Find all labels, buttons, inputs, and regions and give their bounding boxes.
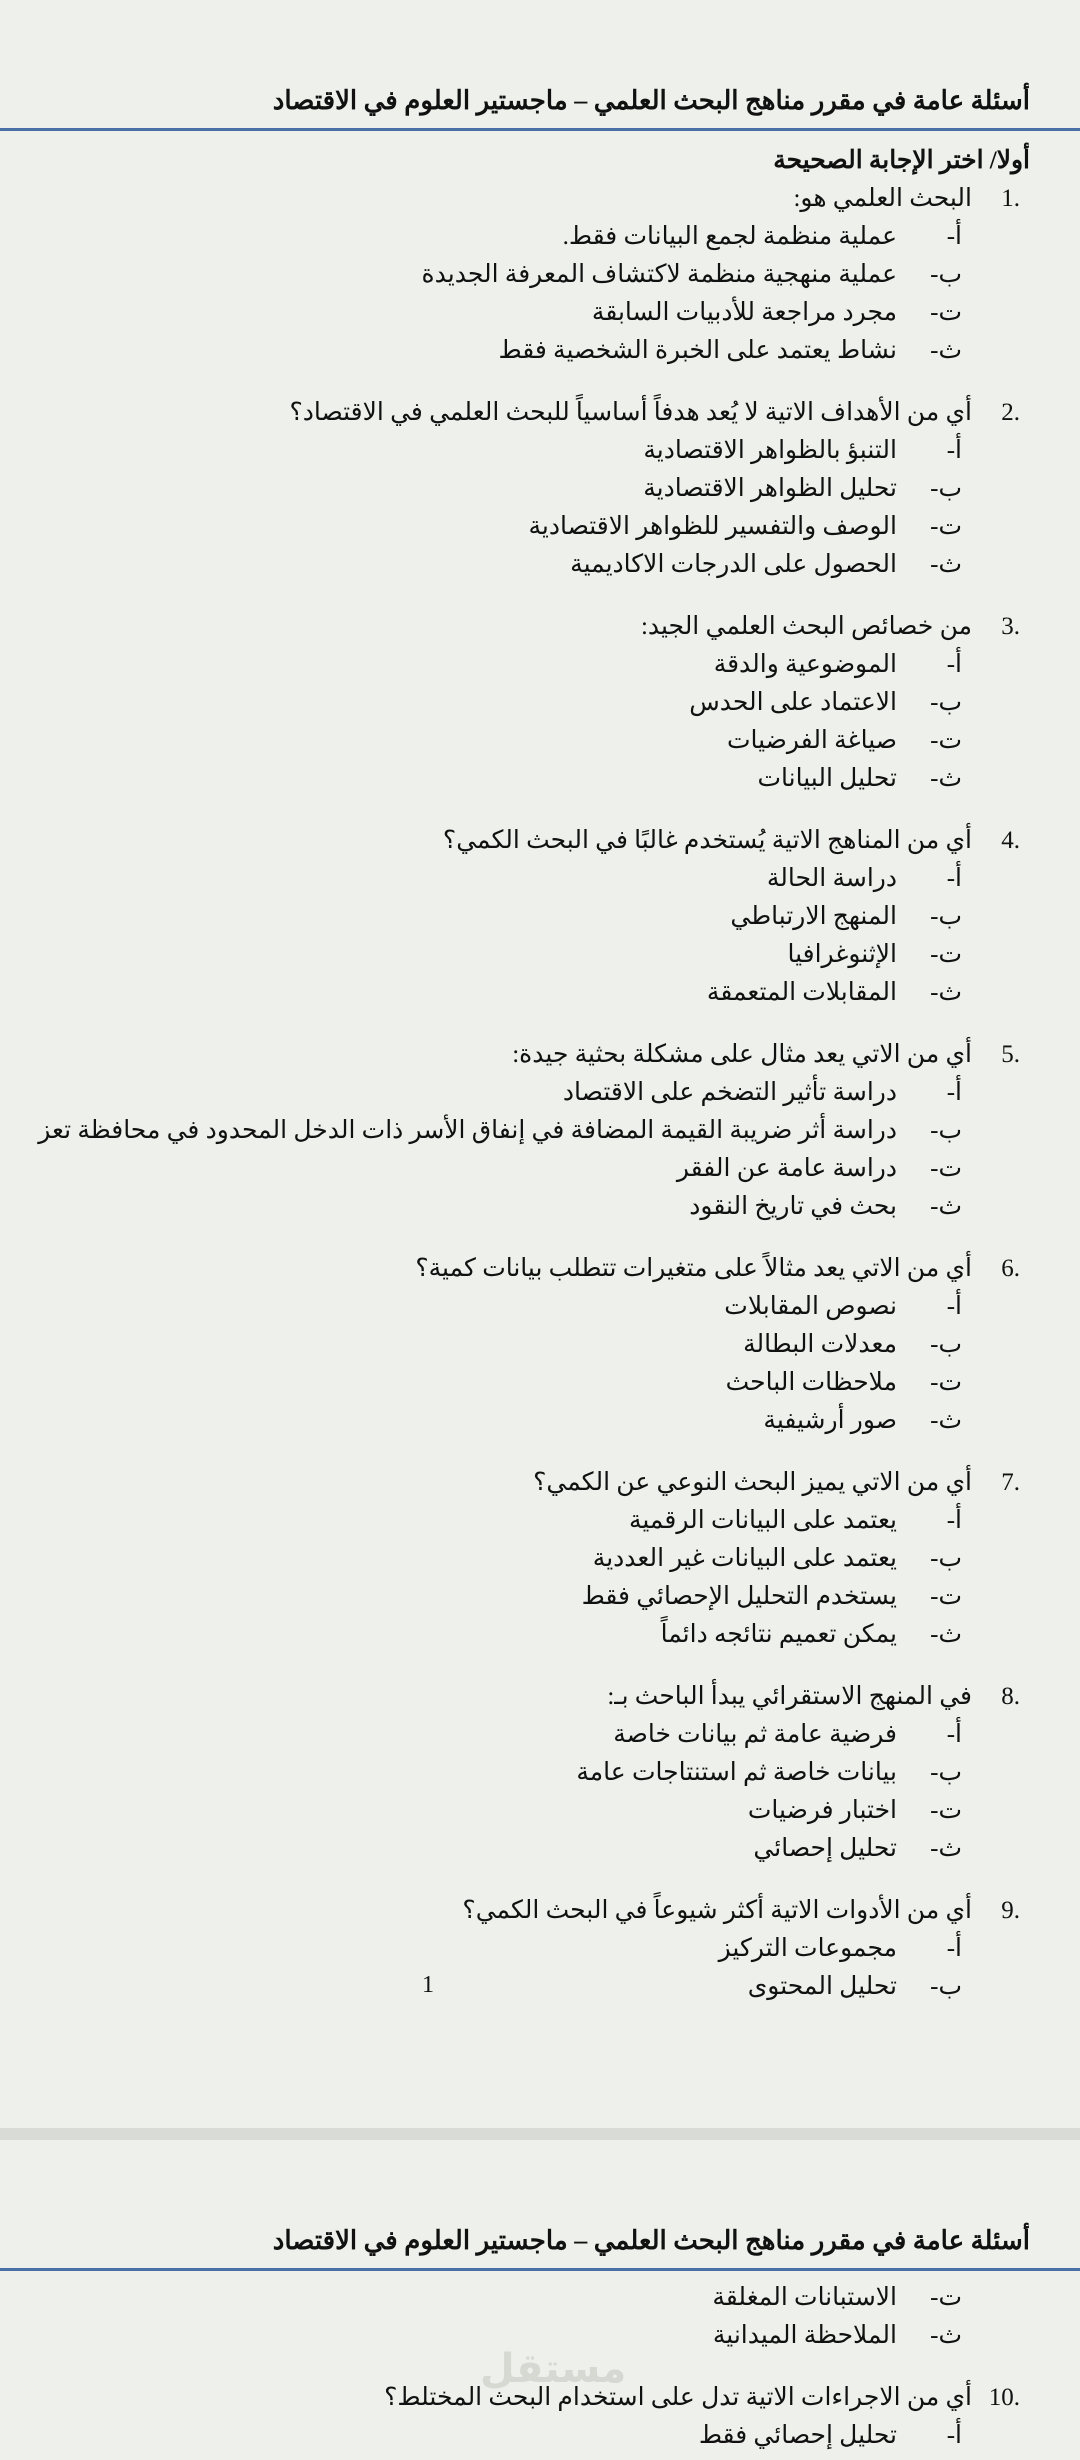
option-letter: أ- [946, 1935, 962, 1962]
answer-option [0, 473, 1020, 511]
option-letter: ث- [930, 1621, 962, 1648]
question-stem [0, 1039, 1020, 1077]
option-text: عملية منظمة لجمع البيانات فقط. [562, 223, 897, 250]
option-letter: ت- [930, 1583, 962, 1610]
question [0, 825, 1020, 1015]
question-number: .10 [988, 2384, 1020, 2411]
question [0, 1895, 1020, 2009]
answer-option [0, 1191, 1020, 1229]
option-text: صياغة الفرضيات [726, 727, 897, 754]
answer-option [0, 901, 1020, 939]
answer-option [0, 1405, 1020, 1443]
question-number: .1 [1001, 185, 1020, 212]
option-text: بحث في تاريخ النقود [689, 1193, 897, 1220]
answer-option [0, 687, 1020, 725]
question-list [0, 183, 1020, 2033]
answer-option [0, 1933, 1020, 1971]
option-letter: ب- [930, 1331, 962, 1358]
answer-option [0, 1505, 1020, 1543]
answer-option [0, 1329, 1020, 1367]
option-letter: ث- [930, 337, 962, 364]
answer-option [0, 1077, 1020, 1115]
answer-option [0, 1115, 1020, 1153]
option-text: الوصف والتفسير للظواهر الاقتصادية [528, 513, 897, 540]
option-letter: ت- [930, 1797, 962, 1824]
question [0, 1467, 1020, 1657]
question [0, 2382, 1020, 2458]
option-text: الحصول على الدرجات الاكاديمية [570, 551, 897, 578]
answer-option [0, 863, 1020, 901]
answer-option [0, 297, 1020, 335]
option-letter: ب- [930, 1545, 962, 1572]
option-text: فرضية عامة ثم بيانات خاصة [613, 1721, 897, 1748]
option-text: يستخدم التحليل الإحصائي فقط [581, 1583, 897, 1610]
question-stem [0, 1253, 1020, 1291]
option-letter: ب- [930, 261, 962, 288]
option-text: نصوص المقابلات [724, 1293, 897, 1320]
answer-option [0, 1291, 1020, 1329]
option-text: تحليل المحتوى [747, 1973, 897, 2000]
option-text: دراسة تأثير التضخم على الاقتصاد [562, 1079, 897, 1106]
option-letter: ث- [930, 1835, 962, 1862]
option-letter: ت- [930, 1155, 962, 1182]
option-letter: ب- [930, 1759, 962, 1786]
option-text: معدلات البطالة [743, 1331, 897, 1358]
question [0, 397, 1020, 587]
option-text: تحليل إحصائي فقط [698, 2422, 897, 2449]
option-text: صور أرشيفية [763, 1407, 897, 1434]
option-letter: ت- [930, 941, 962, 968]
question-text: من خصائص البحث العلمي الجيد: [640, 613, 972, 640]
option-letter: ب- [930, 1117, 962, 1144]
option-text: الإثنوغرافيا [787, 941, 897, 968]
question-text: أي من الاتي يعد مثال على مشكلة بحثية جيدة: [512, 1041, 972, 1068]
question [0, 611, 1020, 801]
answer-option [0, 435, 1020, 473]
option-text: الملاحظة الميدانية [712, 2322, 897, 2349]
answer-option [0, 549, 1020, 587]
answer-option [0, 1795, 1020, 1833]
option-letter: ت- [930, 727, 962, 754]
question-number: .7 [1001, 1469, 1020, 1496]
question-stem [0, 825, 1020, 863]
option-letter: ث- [930, 1407, 962, 1434]
option-letter: أ- [946, 865, 962, 892]
page-header: أسئلة عامة في مقرر مناهج البحث العلمي – ماجستير العلوم في الاقتصاد [272, 86, 1030, 115]
answer-option [0, 763, 1020, 801]
option-text: الاستبانات المغلقة [712, 2284, 897, 2311]
answer-option [0, 977, 1020, 1015]
question-stem [0, 1681, 1020, 1719]
question-stem [0, 1467, 1020, 1505]
watermark-logo: مستقل [480, 2346, 627, 2392]
answer-option [0, 1757, 1020, 1795]
question-stem [0, 397, 1020, 435]
option-letter: ب- [930, 903, 962, 930]
option-text: تحليل البيانات [757, 765, 897, 792]
option-text: اختبار فرضيات [747, 1797, 897, 1824]
question-number: .8 [1001, 1683, 1020, 1710]
option-letter: ب- [930, 475, 962, 502]
answer-option [0, 335, 1020, 373]
option-letter: أ- [946, 1507, 962, 1534]
question-number: .3 [1001, 613, 1020, 640]
answer-option [0, 649, 1020, 687]
question-number: .9 [1001, 1897, 1020, 1924]
answer-option [0, 2420, 1020, 2458]
header-rule [0, 2268, 1080, 2271]
option-text: تحليل إحصائي [753, 1835, 897, 1862]
option-letter: ث- [930, 979, 962, 1006]
answer-option [0, 1581, 1020, 1619]
answer-option [0, 1153, 1020, 1191]
option-text: المنهج الارتباطي [730, 903, 897, 930]
answer-option [0, 221, 1020, 259]
option-letter: أ- [946, 437, 962, 464]
option-letter: ث- [930, 1193, 962, 1220]
option-text: يعتمد على البيانات غير العددية [592, 1545, 897, 1572]
option-text: مجموعات التركيز [718, 1935, 897, 1962]
answer-option [0, 511, 1020, 549]
option-text: الاعتماد على الحدس [689, 689, 897, 716]
option-text: دراسة عامة عن الفقر [676, 1155, 897, 1182]
option-letter: أ- [946, 2422, 962, 2449]
option-letter: أ- [946, 651, 962, 678]
option-letter: ث- [930, 2322, 962, 2349]
section-title: أولا/ اختر الإجابة الصحيحة [773, 147, 1030, 174]
question-text: أي من الأهداف الاتية لا يُعد هدفاً أساسياً للبحث العلمي في الاقتصاد؟ [289, 399, 972, 426]
option-letter: أ- [946, 1079, 962, 1106]
option-letter: ث- [930, 551, 962, 578]
question-number: .2 [1001, 399, 1020, 426]
question-stem [0, 1895, 1020, 1933]
question-stem [0, 183, 1020, 221]
page-header: أسئلة عامة في مقرر مناهج البحث العلمي – ماجستير العلوم في الاقتصاد [272, 2226, 1030, 2255]
option-text: الموضوعية والدقة [713, 651, 897, 678]
question [0, 183, 1020, 373]
option-letter: ب- [930, 689, 962, 716]
answer-option [0, 1719, 1020, 1757]
header-rule [0, 128, 1080, 131]
option-text: يمكن تعميم نتائجه دائماً [660, 1621, 897, 1648]
page-separator [0, 2128, 1080, 2140]
option-text: نشاط يعتمد على الخبرة الشخصية فقط [498, 337, 897, 364]
option-text: المقابلات المتعمقة [706, 979, 897, 1006]
question [0, 1039, 1020, 1229]
option-letter: أ- [946, 223, 962, 250]
option-text: ملاحظات الباحث [725, 1369, 897, 1396]
question-text: أي من الاتي يميز البحث النوعي عن الكمي؟ [533, 1469, 972, 1496]
question-text: في المنهج الاستقرائي يبدأ الباحث بـ: [607, 1683, 972, 1710]
page-number: 1 [422, 1972, 434, 1998]
option-text: يعتمد على البيانات الرقمية [628, 1507, 897, 1534]
answer-option [0, 1543, 1020, 1581]
question-number: .4 [1001, 827, 1020, 854]
option-letter: ت- [930, 1369, 962, 1396]
option-text: مجرد مراجعة للأدبيات السابقة [591, 299, 897, 326]
answer-option [0, 259, 1020, 297]
option-letter: ث- [930, 765, 962, 792]
question-text: أي من الاتي يعد مثالاً على متغيرات تتطلب بيانات كمية؟ [415, 1255, 972, 1282]
answer-option [0, 2282, 1020, 2320]
answer-option [0, 725, 1020, 763]
question [0, 1681, 1020, 1871]
question-number: .6 [1001, 1255, 1020, 1282]
option-letter: أ- [946, 1293, 962, 1320]
question-number: .5 [1001, 1041, 1020, 1068]
question [0, 1253, 1020, 1443]
question-text: أي من الأدوات الاتية أكثر شيوعاً في البحث الكمي؟ [462, 1897, 972, 1924]
question-text: أي من المناهج الاتية يُستخدم غالبًا في البحث الكمي؟ [442, 827, 972, 854]
answer-option [0, 939, 1020, 977]
answer-option [0, 1367, 1020, 1405]
option-letter: أ- [946, 1721, 962, 1748]
option-letter: ت- [930, 513, 962, 540]
option-text: بيانات خاصة ثم استنتاجات عامة [576, 1759, 897, 1786]
option-letter: ت- [930, 299, 962, 326]
option-text: دراسة أثر ضريبة القيمة المضافة في إنفاق الأسر ذات الدخل المحدود في محافظة تعز [38, 1117, 897, 1144]
answer-option [0, 1971, 1020, 2009]
option-letter: ب- [930, 1973, 962, 2000]
option-text: عملية منهجية منظمة لاكتشاف المعرفة الجديدة [421, 261, 897, 288]
question-text: البحث العلمي هو: [793, 185, 972, 212]
answer-option [0, 1619, 1020, 1657]
answer-option [0, 1833, 1020, 1871]
question-text: أي من الاجراءات الاتية تدل على استخدام البحث المختلط؟ [384, 2384, 972, 2411]
option-text: تحليل الظواهر الاقتصادية [643, 475, 897, 502]
option-text: التنبؤ بالظواهر الاقتصادية [643, 437, 897, 464]
question-stem [0, 611, 1020, 649]
option-text: دراسة الحالة [766, 865, 897, 892]
option-letter: ت- [930, 2284, 962, 2311]
